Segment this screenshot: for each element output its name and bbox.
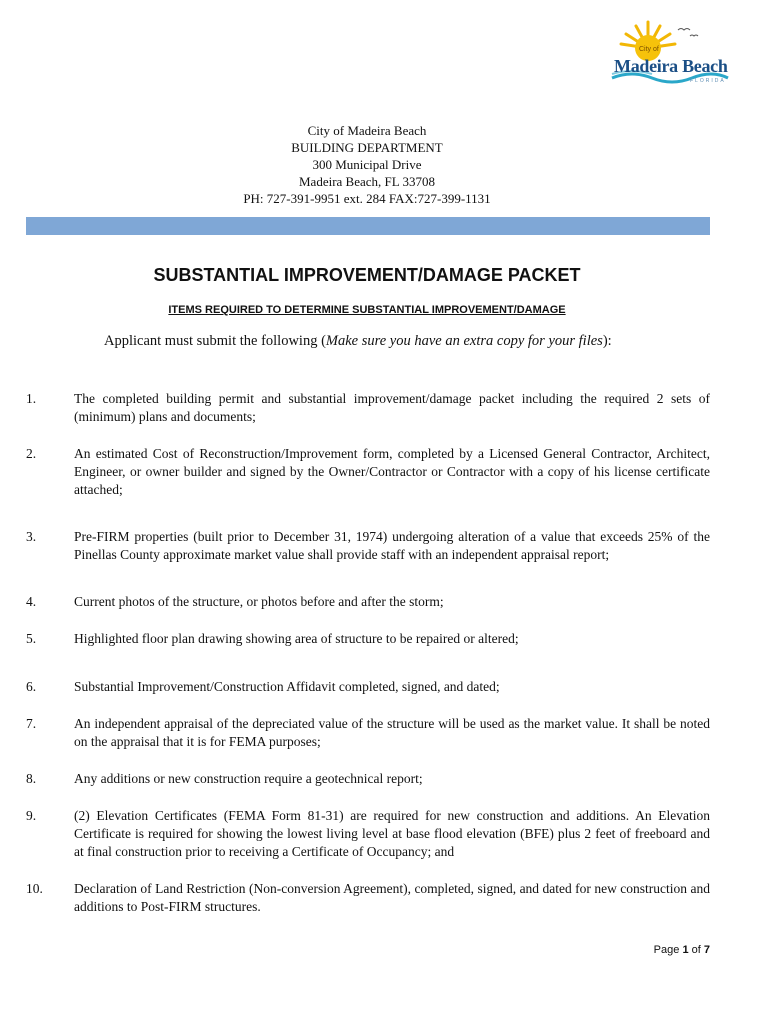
list-item-text: An estimated Cost of Reconstruction/Improvement form, completed by a Licensed General Contractor, Architect, Engineer, or owner builder and signed by the Owner/Contractor or Contractor with a copy of his license certificate attached; [74, 446, 710, 497]
list-item-text: (2) Elevation Certificates (FEMA Form 81-31) are required for new construction and additions. An Elevation Certificate is required for showing the lowest living level at base flood elevation (BFE) plus 2 feet of freeboard and at final construction prior to receiving a Certificate of Occupancy; and [74, 808, 710, 859]
page-label: Page [653, 944, 680, 956]
address-department: BUILDING DEPARTMENT [291, 140, 443, 155]
list-item-number: 2. [26, 446, 37, 461]
address-phone-fax: PH: 727-391-9951 ext. 284 FAX:727-399-1131 [243, 191, 491, 206]
list-item [26, 528, 710, 564]
list-item-text: Pre-FIRM properties (built prior to December 31, 1974) undergoing alteration of a value that exceeds 25% of the Pinellas County approximate market value shall provide staff with an independent appraisal report; [74, 529, 710, 562]
address-city: City of Madeira Beach [307, 123, 427, 138]
page-current: 1 [682, 944, 689, 956]
list-item-text: An independent appraisal of the depreciated value of the structure will be used as the market value. It shall be noted on the appraisal that it is for FEMA purposes; [74, 716, 710, 749]
page-number [654, 944, 710, 956]
header-divider-bar [26, 217, 710, 235]
page-total: 7 [703, 944, 710, 956]
intro-text-start: Applicant must submit the following ( [104, 333, 326, 349]
list-item-text: Declaration of Land Restriction (Non-conversion Agreement), completed, signed, and dated for new construction and additions to Post-FIRM structures. [74, 881, 710, 914]
address-city-state-zip: Madeira Beach, FL 33708 [299, 174, 435, 189]
list-item-number: 3. [26, 529, 37, 544]
list-item-number: 7. [26, 716, 37, 731]
list-item-number: 9. [26, 808, 37, 823]
list-item-number: 10. [26, 881, 43, 896]
logo-brand-text: Madeira Beach [614, 56, 728, 76]
madeira-beach-logo [608, 16, 730, 86]
list-item-number: 4. [26, 594, 37, 609]
intro-text-italic: Make sure you have an extra copy for your files [325, 333, 603, 349]
list-item-text: Current photos of the structure, or photos before and after the storm; [74, 594, 444, 609]
list-item [26, 390, 710, 426]
logo-state-text: FLORIDA [690, 78, 726, 84]
list-item-number: 6. [26, 679, 37, 694]
intro-text-end: ): [602, 333, 612, 349]
document-subtitle: ITEMS REQUIRED TO DETERMINE SUBSTANTIAL IMPROVEMENT/DAMAGE [168, 304, 566, 316]
list-item-number: 8. [26, 771, 37, 786]
list-item-text: Any additions or new construction require a geotechnical report; [74, 771, 423, 786]
list-item [26, 678, 710, 696]
list-item-number: 5. [26, 631, 37, 646]
list-item [26, 770, 710, 788]
list-item-text: The completed building permit and substantial improvement/damage packet including the required 2 sets of (minimum) plans and documents; [74, 391, 710, 424]
list-item [26, 807, 710, 861]
logo-city-text: City of [639, 46, 659, 53]
list-item-number: 1. [26, 391, 37, 406]
list-item [26, 880, 710, 916]
list-item-text: Substantial Improvement/Construction Affidavit completed, signed, and dated; [74, 679, 500, 694]
list-item [26, 445, 710, 499]
list-item [26, 593, 710, 611]
list-item [26, 715, 710, 751]
intro-text [104, 333, 612, 350]
page-of: of [691, 944, 701, 956]
department-address-block [0, 122, 734, 207]
document-title: SUBSTANTIAL IMPROVEMENT/DAMAGE PACKET [153, 265, 581, 285]
list-item [26, 630, 710, 648]
list-item-text: Highlighted floor plan drawing showing area of structure to be repaired or altered; [74, 631, 519, 646]
address-street: 300 Municipal Drive [312, 157, 422, 172]
